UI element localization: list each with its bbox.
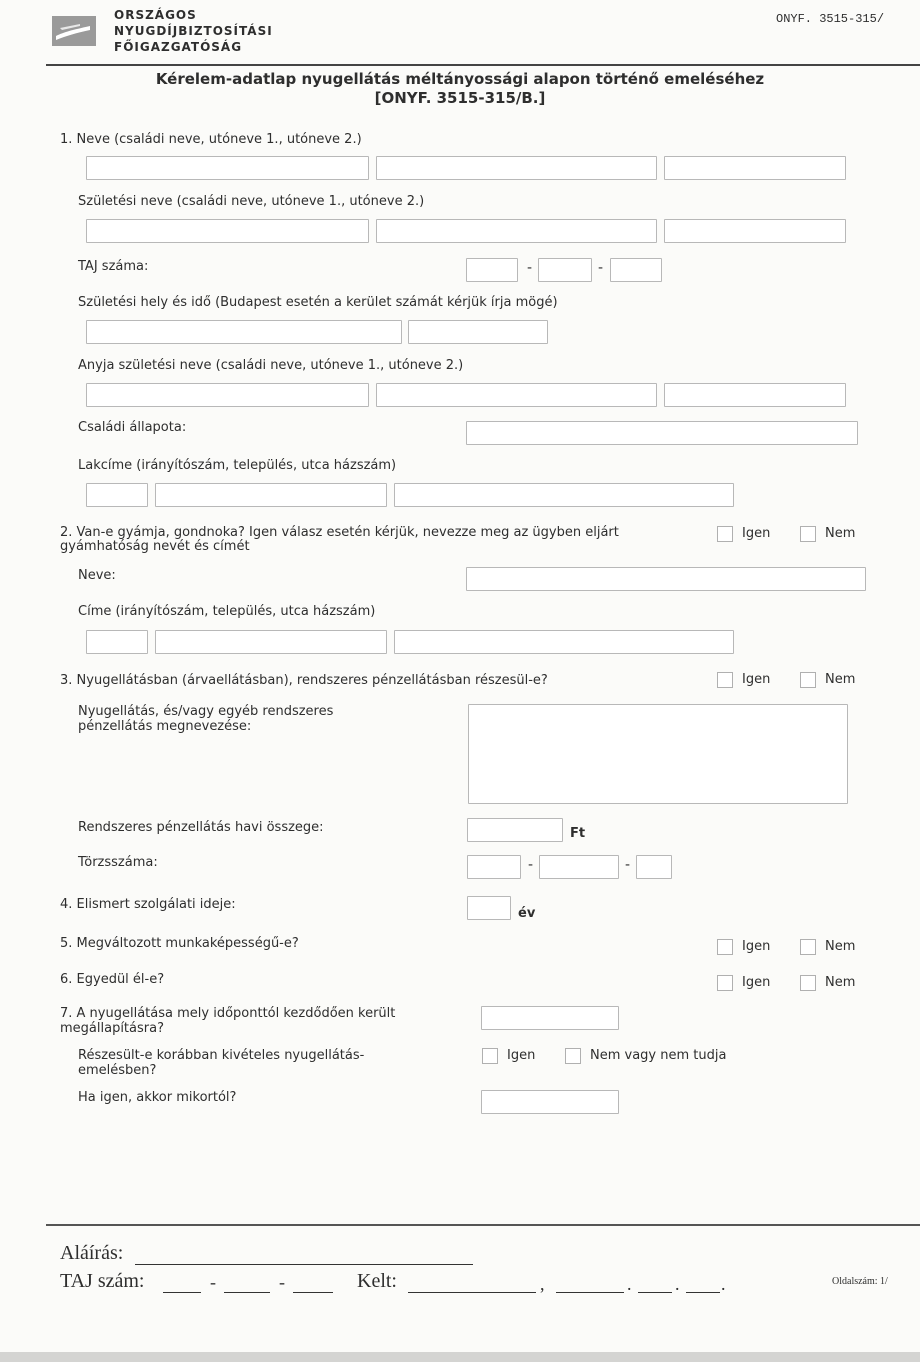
q3-no-checkbox[interactable] (800, 672, 816, 688)
service-years-field[interactable] (467, 896, 511, 920)
q5-yes-label: Igen (742, 939, 771, 954)
org-name-line1: ORSZÁGOS (114, 8, 197, 22)
mother-first-name-field[interactable] (376, 383, 657, 407)
q7-start-date-label: 7. A nyugellátása mely időponttól kezdődően került megállapításra? (60, 1006, 396, 1036)
signature-line[interactable] (135, 1264, 473, 1265)
bottom-edge (0, 1352, 920, 1362)
pension-name-label: Nyugellátás, és/vagy egyéb rendszeres pénzellátás megnevezése: (78, 704, 334, 734)
footer-taj-label: TAJ szám: (60, 1270, 145, 1292)
taj-field-1[interactable] (466, 258, 518, 282)
birth-place-label: Születési hely és idő (Budapest esetén a kerület számát kérjük írja mögé) (78, 295, 558, 310)
guardian-street-field[interactable] (394, 630, 734, 654)
date-separator: . (627, 1274, 632, 1294)
org-logo (50, 14, 98, 48)
q4-service-label: 4. Elismert szolgálati ideje: (60, 897, 236, 912)
date-city-line[interactable] (408, 1292, 536, 1293)
header-rule (46, 64, 920, 66)
taj-separator: - (527, 260, 533, 276)
mother-second-name-field[interactable] (664, 383, 846, 407)
q1-name-label: 1. Neve (családi neve, utóneve 1., utóneve 2.) (60, 132, 362, 147)
q5-no-checkbox[interactable] (800, 939, 816, 955)
mother-name-label: Anyja születési neve (családi neve, utóneve 1., utóneve 2.) (78, 358, 464, 373)
taj-field-3[interactable] (610, 258, 662, 282)
taj-label: TAJ száma: (78, 259, 149, 274)
taj-separator: - (598, 260, 604, 276)
monthly-amount-label: Rendszeres pénzellátás havi összege: (78, 820, 324, 835)
address-street-field[interactable] (394, 483, 734, 507)
birth-family-name-field[interactable] (86, 219, 369, 243)
guardian-zip-field[interactable] (86, 630, 148, 654)
taj-field-2[interactable] (538, 258, 592, 282)
date-separator: , (540, 1274, 545, 1294)
years-unit-label: év (518, 906, 536, 921)
pension-name-textarea[interactable] (468, 704, 848, 804)
q2-no-checkbox[interactable] (800, 526, 816, 542)
q2-yes-label: Igen (742, 526, 771, 541)
registry-number-field-3[interactable] (636, 855, 672, 879)
registry-number-field-1[interactable] (467, 855, 521, 879)
birth-place-field[interactable] (86, 320, 402, 344)
prior-no-label: Nem vagy nem tudja (590, 1048, 727, 1063)
prior-yes-checkbox[interactable] (482, 1048, 498, 1064)
birth-name-label: Születési neve (családi neve, utóneve 1., utóneve 2.) (78, 194, 425, 209)
footer-taj-separator: - (210, 1272, 216, 1292)
page-subtitle: [ONYF. 3515-315/B.] (374, 89, 546, 107)
registry-number-label: Törzsszáma: (78, 855, 158, 870)
date-separator: . (675, 1274, 680, 1294)
since-when-field[interactable] (481, 1090, 619, 1114)
q6-no-checkbox[interactable] (800, 975, 816, 991)
org-name-line3: FŐIGAZGATÓSÁG (114, 40, 243, 54)
page-title: Kérelem-adatlap nyugellátás méltányossági alapon történő emeléséhez (155, 70, 765, 88)
marital-status-label: Családi állapota: (78, 420, 187, 435)
q2-yes-checkbox[interactable] (717, 526, 733, 542)
footer-taj-line-3[interactable] (293, 1292, 333, 1293)
second-name-field[interactable] (664, 156, 846, 180)
address-city-field[interactable] (155, 483, 387, 507)
q2-guardian-label: 2. Van-e gyámja, gondnoka? Igen válasz esetén kérjük, nevezze meg az ügyben eljárt gyámhatóság nevét és címét (60, 525, 619, 554)
q6-yes-label: Igen (742, 975, 771, 990)
form-code: ONYF. 3515-315/ (776, 12, 885, 26)
footer-taj-line-1[interactable] (163, 1292, 201, 1293)
guardian-address-label: Címe (irányítószám, település, utca házszám) (78, 604, 376, 619)
date-day-line[interactable] (686, 1292, 720, 1293)
footer-rule (46, 1224, 920, 1226)
q3-yes-checkbox[interactable] (717, 672, 733, 688)
birth-date-field[interactable] (408, 320, 548, 344)
mother-family-name-field[interactable] (86, 383, 369, 407)
page-number: Oldalszám: 1/ (832, 1276, 888, 1287)
family-name-field[interactable] (86, 156, 369, 180)
hand-logo-icon (50, 14, 98, 48)
prior-yes-label: Igen (507, 1048, 536, 1063)
q6-no-label: Nem (825, 975, 856, 990)
birth-second-name-field[interactable] (664, 219, 846, 243)
birth-first-name-field[interactable] (376, 219, 657, 243)
q5-disability-label: 5. Megváltozott munkaképességű-e? (60, 936, 299, 951)
q6-alone-label: 6. Egyedül él-e? (60, 972, 165, 987)
q2-no-label: Nem (825, 526, 856, 541)
registry-number-field-2[interactable] (539, 855, 619, 879)
q6-yes-checkbox[interactable] (717, 975, 733, 991)
org-name-line2: NYUGDÍJBIZTOSÍTÁSI (114, 24, 273, 38)
footer-taj-separator: - (279, 1272, 285, 1292)
q3-no-label: Nem (825, 672, 856, 687)
guardian-city-field[interactable] (155, 630, 387, 654)
monthly-amount-field[interactable] (467, 818, 563, 842)
address-zip-field[interactable] (86, 483, 148, 507)
date-separator: . (721, 1274, 726, 1294)
footer-taj-line-2[interactable] (224, 1292, 270, 1293)
prior-no-checkbox[interactable] (565, 1048, 581, 1064)
signature-label: Aláírás: (60, 1242, 124, 1264)
start-date-field[interactable] (481, 1006, 619, 1030)
prior-increase-label: Részesült-e korábban kivételes nyugellátás-emelésben? (78, 1048, 365, 1078)
q5-no-label: Nem (825, 939, 856, 954)
date-year-line[interactable] (556, 1292, 624, 1293)
registry-separator: - (528, 857, 534, 873)
guardian-name-field[interactable] (466, 567, 866, 591)
marital-status-field[interactable] (466, 421, 858, 445)
footer-date-label: Kelt: (357, 1270, 397, 1292)
q5-yes-checkbox[interactable] (717, 939, 733, 955)
q3-yes-label: Igen (742, 672, 771, 687)
first-name-field[interactable] (376, 156, 657, 180)
currency-label: Ft (570, 826, 586, 841)
q3-pension-label: 3. Nyugellátásban (árvaellátásban), rendszeres pénzellátásban részesül-e? (60, 673, 548, 688)
since-when-label: Ha igen, akkor mikortól? (78, 1090, 237, 1105)
date-month-line[interactable] (638, 1292, 672, 1293)
guardian-name-label: Neve: (78, 568, 116, 583)
address-label: Lakcíme (irányítószám, település, utca házszám) (78, 458, 397, 473)
registry-separator: - (625, 857, 631, 873)
